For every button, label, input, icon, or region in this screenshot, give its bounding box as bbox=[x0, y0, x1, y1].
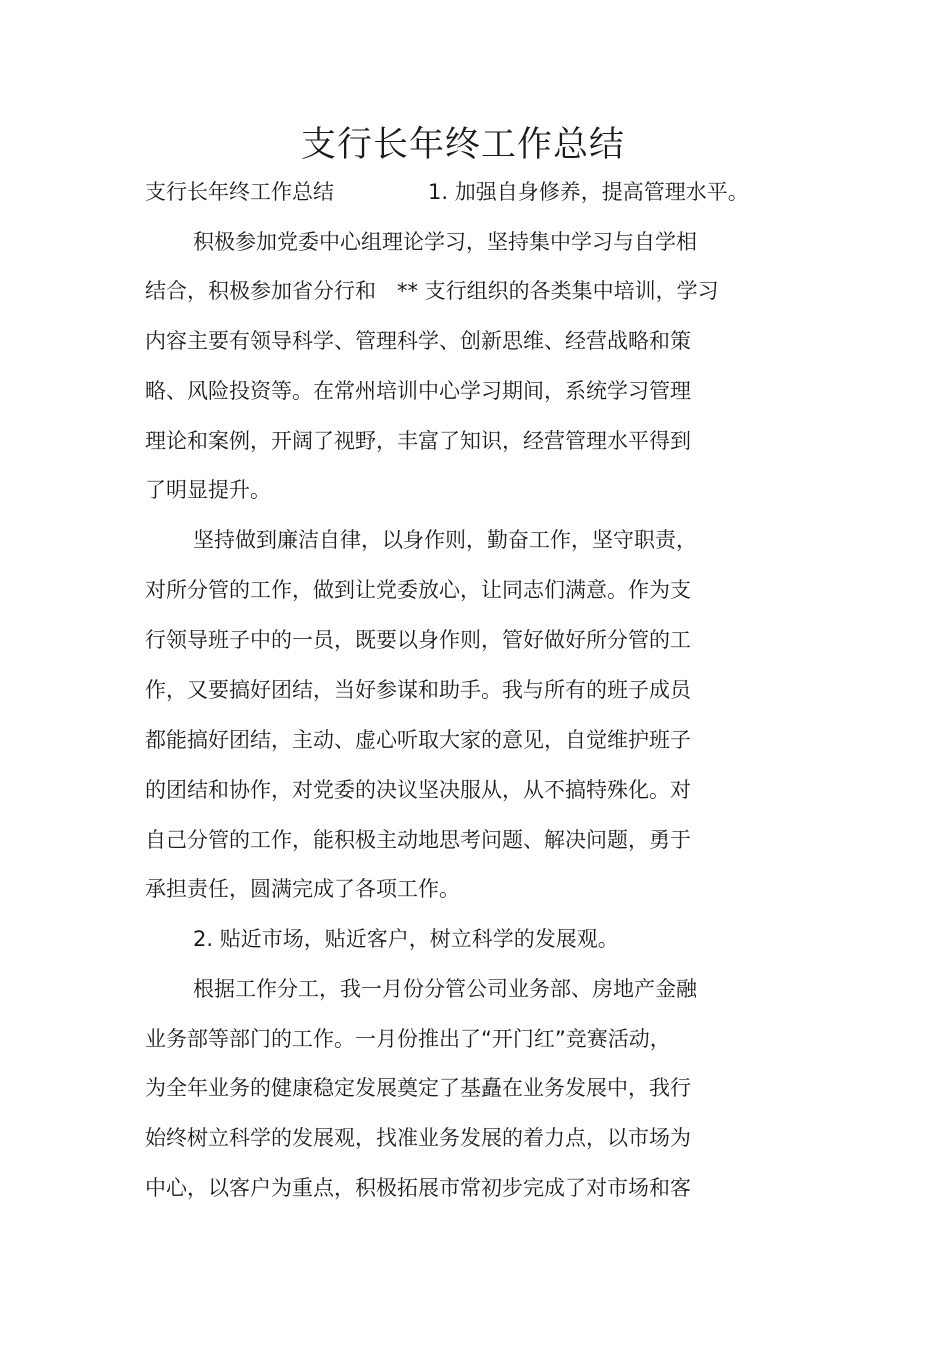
paragraph-line: 积极参加党委中心组理论学习，坚持集中学习与自学相 bbox=[193, 230, 697, 254]
paragraph-line: 结合，积极参加省分行和 ** 支行组织的各类集中培训，学习 bbox=[145, 279, 719, 303]
paragraph-line: 根据工作分工，我一月份分管公司业务部、房地产金融 bbox=[193, 977, 697, 1001]
paragraph-line: 始终树立科学的发展观，找准业务发展的着力点，以市场为 bbox=[145, 1126, 691, 1150]
paragraph-line: 了明显提升。 bbox=[145, 478, 271, 502]
paragraph-line: 都能搞好团结，主动、虚心听取大家的意见，自觉维护班子 bbox=[145, 728, 691, 752]
document-title: 支行长年终工作总结 bbox=[300, 125, 625, 165]
paragraph-line: 内容主要有领导科学、管理科学、创新思维、经营战略和策 bbox=[145, 329, 691, 353]
section-2-heading: 2. 贴近市场，贴近客户，树立科学的发展观。 bbox=[193, 927, 619, 951]
section-1-heading: 1. 加强自身修养，提高管理水平。 bbox=[428, 180, 749, 204]
paragraph-line: 作，又要搞好团结，当好参谋和助手。我与所有的班子成员 bbox=[145, 678, 691, 702]
paragraph-line: 中心，以客户为重点，积极拓展市常初步完成了对市场和客 bbox=[145, 1176, 691, 1200]
paragraph-line: 对所分管的工作，做到让党委放心，让同志们满意。作为支 bbox=[145, 578, 691, 602]
paragraph-line: 的团结和协作，对党委的决议坚决服从，从不搞特殊化。对 bbox=[145, 778, 691, 802]
document-subtitle: 支行长年终工作总结 bbox=[145, 180, 334, 204]
paragraph-line: 理论和案例，开阔了视野，丰富了知识，经营管理水平得到 bbox=[145, 429, 691, 453]
paragraph-line: 自己分管的工作，能积极主动地思考问题、解决问题，勇于 bbox=[145, 828, 691, 852]
paragraph-line: 承担责任，圆满完成了各项工作。 bbox=[145, 877, 460, 901]
paragraph-line: 略、风险投资等。在常州培训中心学习期间，系统学习管理 bbox=[145, 379, 691, 403]
paragraph-line: 坚持做到廉洁自律，以身作则，勤奋工作，坚守职责， bbox=[193, 528, 697, 552]
paragraph-line: 为全年业务的健康稳定发展奠定了基矗在业务发展中，我行 bbox=[145, 1076, 691, 1100]
paragraph-line: 行领导班子中的一员，既要以身作则，管好做好所分管的工 bbox=[145, 628, 691, 652]
paragraph-line: 业务部等部门的工作。一月份推出了“开门红”竞赛活动， bbox=[145, 1027, 671, 1051]
